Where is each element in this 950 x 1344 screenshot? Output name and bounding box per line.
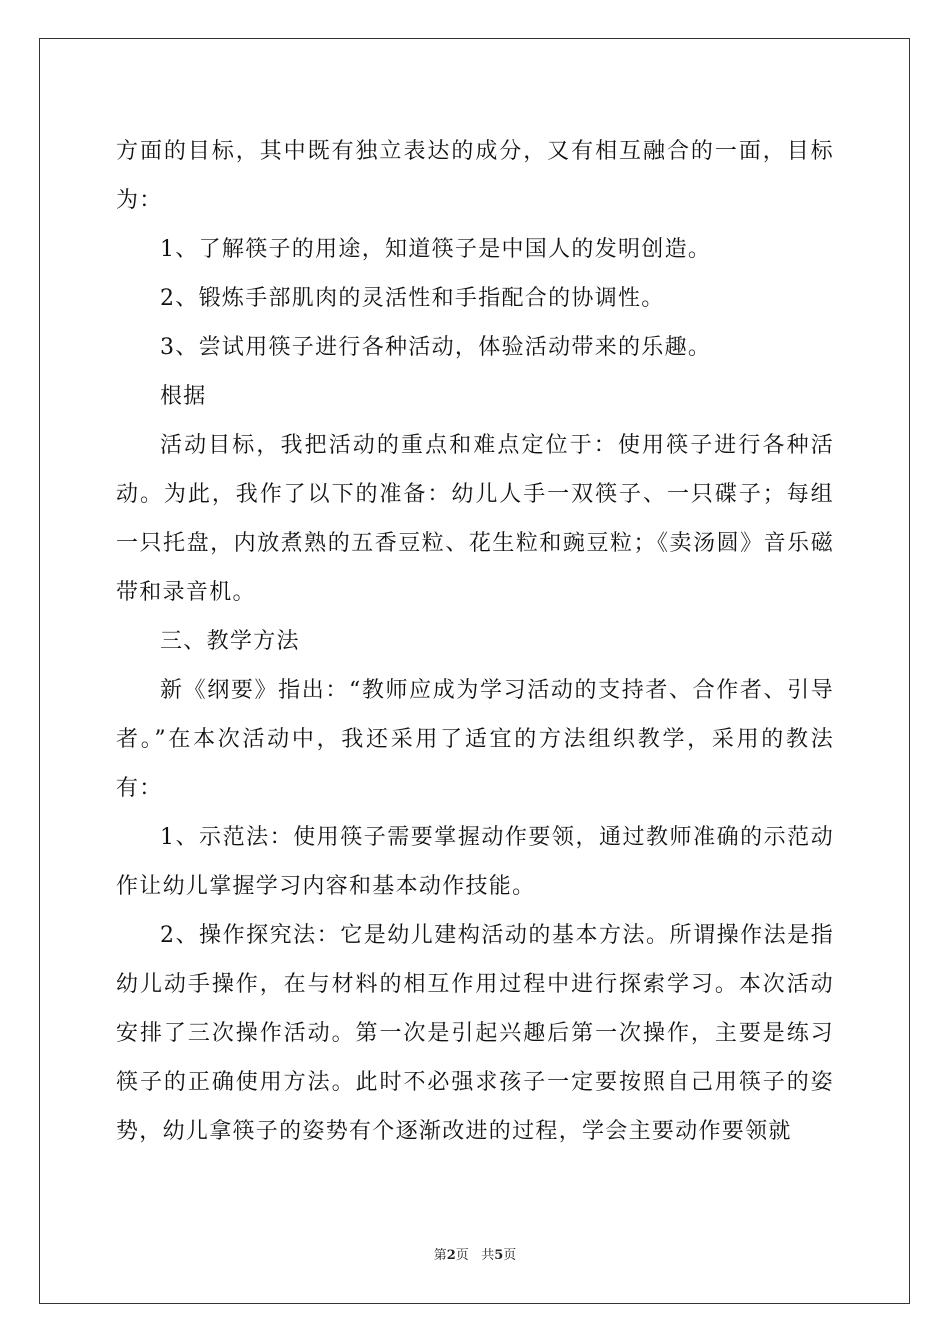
section-heading: 三、教学方法 [160,629,300,654]
document-body [116,127,834,1156]
paragraph: 活动目标，我把活动的重点和难点定位于：使用筷子进行各种活动。为此，我作了以下的准备：幼儿人手一双筷子、一只碟子；每组一只托盘，内放煮熟的五香豆粒、花生粒和豌豆粒；《卖汤圆》音乐磁带和录音机。 [116,433,834,605]
paragraph: 2、锻炼手部肌肉的灵活性和手指配合的协调性。 [160,286,665,311]
page-footer [0,1244,950,1263]
footer-suffix: 页 [503,1248,517,1263]
paragraph: 根据 [160,384,207,409]
paragraph: 1、示范法：使用筷子需要掌握动作要领，通过教师准确的示范动作让幼儿掌握学习内容和基本动作技能。 [116,825,834,899]
paragraph: 1、了解筷子的用途，知道筷子是中国人的发明创造。 [160,237,712,262]
paragraph: 3、尝试用筷子进行各种活动，体验活动带来的乐趣。 [160,335,712,360]
paragraph: 2、操作探究法：它是幼儿建构活动的基本方法。所谓操作法是指幼儿动手操作，在与材料的相互作用过程中进行探索学习。本次活动安排了三次操作活动。第一次是引起兴趣后第一次操作，主要是练习筷子的正确使用方法。此时不必强求孩子一定要按照自己用筷子的姿势，幼儿拿筷子的姿势有个逐渐改进的过程，学会主要动作要领就 [116,923,834,1144]
paragraph: 方面的目标，其中既有独立表达的成分，又有相互融合的一面，目标为： [116,139,834,213]
footer-mid: 页 共 [455,1248,495,1263]
paragraph: 新《纲要》指出：“教师应成为学习活动的支持者、合作者、引导者。”在本次活动中，我还采用了适宜的方法组织教学，采用的教法有： [116,678,834,801]
footer-prefix: 第 [433,1248,447,1263]
current-page-number: 2 [446,1248,456,1263]
total-pages-number: 5 [494,1248,504,1263]
